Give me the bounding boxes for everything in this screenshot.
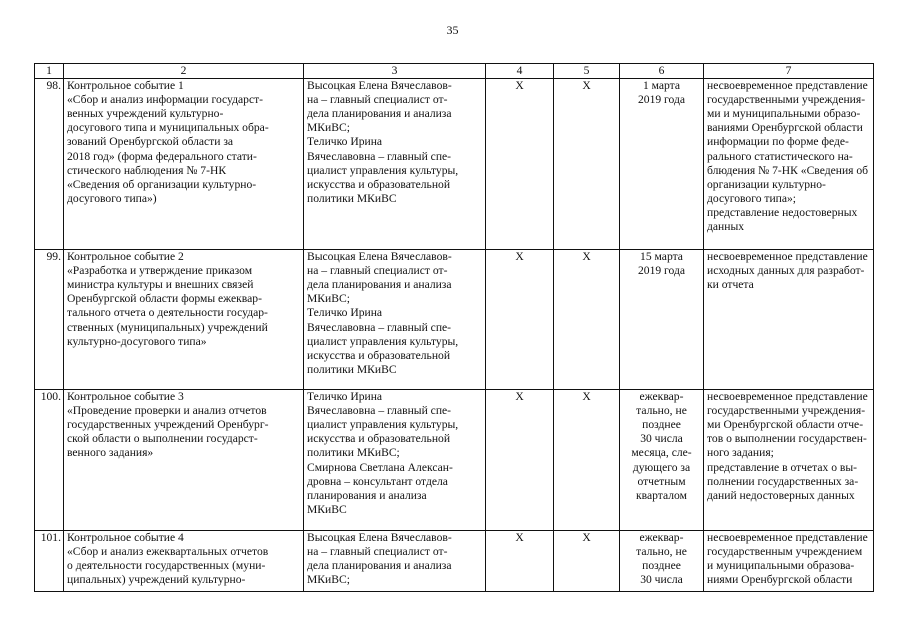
control-event: Контрольное событие 1 «Сбор и анализ информации государст- венных учреждений культурно- досугового типа и муниципальных обра- зований Оренбургской области за 2018 год» (форма федерального стати- стического наблюдения № 7-НК «Сведения об организации культурно- досугового типа») (64, 79, 304, 250)
mark-col4-text: X (515, 531, 524, 545)
header-cell-7: 7 (704, 64, 874, 79)
control-event-text: Контрольное событие 4 «Сбор и анализ ежеквартальных отчетов о деятельности государственных (муни- ципальных) учреждений культурно- (67, 531, 269, 587)
mark-col4: X (486, 250, 554, 390)
risk-description: несвоевременное представление государственными учреждения- ми и муниципальными образо- ваниями Оренбургской области информации по форме феде- рального статистического на- блюдения № 7-НК «Сведения об организации культурно- досугового типа»; представление недостоверных данных (704, 79, 874, 250)
risk-description: несвоевременное представление исходных данных для разработ- ки отчета (704, 250, 874, 390)
header-cell-5: 5 (554, 64, 620, 79)
header-cell-2: 2 (64, 64, 304, 79)
plan-table (34, 63, 874, 592)
mark-col5-text: X (582, 531, 591, 545)
header-cell-6: 6 (620, 64, 704, 79)
responsible-persons-text: Высоцкая Елена Вячеславов- на – главный специалист от- дела планирования и анализа МКиВС; (307, 531, 452, 587)
page-number: 35 (446, 23, 459, 37)
risk-description-text: несвоевременное представление государственным учреждением и муниципальными образова- ниями Оренбургской области (707, 531, 868, 587)
deadline: 15 марта 2019 года (620, 250, 704, 390)
mark-col4: X (486, 390, 554, 531)
deadline: 1 марта 2019 года (620, 79, 704, 250)
deadline: ежеквар- тально, не позднее 30 числа месяца, сле- дующего за отчетным кварталом (620, 390, 704, 531)
control-event: Контрольное событие 2 «Разработка и утверждение приказом министра культуры и внешних связей Оренбургской области формы ежеквар- тального отчета о деятельности государ- ственных (муниципальных) учреждений культурно-досугового типа» (64, 250, 304, 390)
deadline-text: ежеквар- тально, не позднее 30 числа (636, 531, 687, 587)
row-number-text: 101. (40, 531, 61, 545)
responsible-persons: Высоцкая Елена Вячеславов- на – главный специалист от- дела планирования и анализа МКиВС; Теличко Ирина Вячеславовна – главный спе- циалист управления культуры, искусства и образовательной политики МКиВС (304, 250, 486, 390)
responsible-persons: Высоцкая Елена Вячеславов- на – главный специалист от- дела планирования и анализа МКиВС; Теличко Ирина Вячеславовна – главный спе- циалист управления культуры, искусства и образовательной политики МКиВС (304, 79, 486, 250)
risk-description: несвоевременное представление государственными учреждения- ми Оренбургской области отче- тов о выполнении государствен- ного задания; представление в отчетах о вы- полнении государственных за- даний недостоверных данных (704, 390, 874, 531)
table-row (35, 250, 874, 390)
table-row (35, 390, 874, 531)
header-cell-4: 4 (486, 64, 554, 79)
header-row (35, 64, 874, 79)
mark-col4: X (486, 79, 554, 250)
row-number: 98. (35, 79, 64, 250)
responsible-persons (304, 531, 486, 592)
table-row (35, 531, 874, 592)
control-event (64, 531, 304, 592)
header-cell-1: 1 (35, 64, 64, 79)
mark-col4 (486, 531, 554, 592)
deadline (620, 531, 704, 592)
table-row (35, 79, 874, 250)
control-event: Контрольное событие 3 «Проведение проверки и анализ отчетов государственных учреждений Оренбург- ской области о выполнении государст- венного задания» (64, 390, 304, 531)
row-number (35, 531, 64, 592)
mark-col5 (554, 531, 620, 592)
header-cell-3: 3 (304, 64, 486, 79)
row-number: 100. (35, 390, 64, 531)
mark-col5: X (554, 390, 620, 531)
row-number: 99. (35, 250, 64, 390)
mark-col5: X (554, 250, 620, 390)
risk-description (704, 531, 874, 592)
responsible-persons: Теличко Ирина Вячеславовна – главный спе- циалист управления культуры, искусства и образовательной политики МКиВС; Смирнова Светлана Алексан- дровна – консультант отдела планирования и анализа МКиВС (304, 390, 486, 531)
mark-col5: X (554, 79, 620, 250)
